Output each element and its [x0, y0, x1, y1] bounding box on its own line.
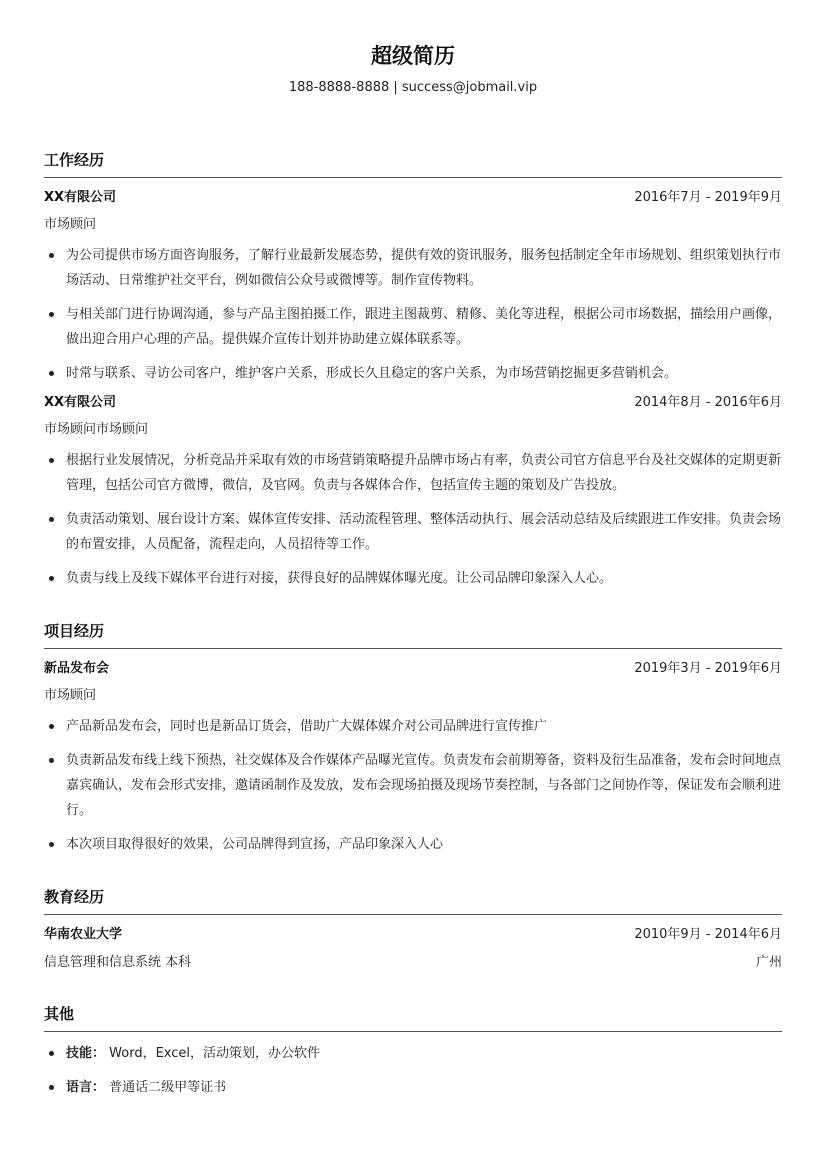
- bullet-list: [44, 448, 782, 591]
- entry-period: 2019年3月 - 2019年6月: [634, 661, 782, 676]
- bullet-item: 为公司提供市场方面咨询服务，了解行业最新发展态势，提供有效的资讯服务，服务包括制定全年市场规划、组织策划执行市场活动、日常维护社交平台，例如微信公众号或微博等。制作宣传物料。: [44, 243, 782, 293]
- section-title-other: 其他: [44, 1004, 782, 1032]
- entry-header: [44, 394, 782, 412]
- section-title-education: 教育经历: [44, 887, 782, 915]
- school-name: 华南农业大学: [44, 927, 123, 942]
- entry-header: [44, 660, 782, 678]
- entry-header: [44, 189, 782, 207]
- section-work: [44, 150, 782, 591]
- other-item-language: [44, 1075, 782, 1100]
- school-location: 广州: [755, 955, 782, 970]
- section-projects: [44, 621, 782, 857]
- job-role: 市场顾问: [44, 217, 97, 232]
- contact-info: 188-8888-8888 | success@jobmail.vip: [288, 80, 538, 95]
- bullet-item: 与相关部门进行协调沟通，参与产品主图拍摄工作，跟进主图裁剪、精修、美化等进程，根据公司市场数据，描绘用户画像，做出迎合用户心理的产品。提供媒介宣传计划并协助建立媒体联系等。: [44, 302, 782, 352]
- resume-title: 超级简历: [371, 44, 455, 68]
- bullet-item: 根据行业发展情况，分析竞品并采取有效的市场营销策略提升品牌市场占有率，负责公司官方信息平台及社交媒体的定期更新管理，包括公司官方微博，微信，及官网。负责与各媒体合作，包括宣传主题的策划及广告投放。: [44, 448, 782, 498]
- entry-period: 2014年8月 - 2016年6月: [634, 395, 782, 410]
- other-item-skills: [44, 1041, 782, 1066]
- item-label: 技能：: [66, 1046, 106, 1061]
- bullet-item: 本次项目取得很好的效果，公司品牌得到宣扬，产品印象深入人心: [44, 832, 782, 857]
- entry-period: 2016年7月 - 2019年9月: [634, 190, 782, 205]
- project-name: 新品发布会: [44, 661, 110, 676]
- project-role: 市场顾问: [44, 688, 97, 703]
- bullet-item: 时常与联系、寻访公司客户，维护客户关系，形成长久且稳定的客户关系，为市场营销挖掘更多营销机会。: [44, 361, 782, 386]
- major-degree: 信息管理和信息系统 本科: [44, 955, 192, 970]
- bullet-item: 负责活动策划、展台设计方案、媒体宣传安排、活动流程管理、整体活动执行、展会活动总结及后续跟进工作安排。负责会场的布置安排，人员配备，流程走向，人员招待等工作。: [44, 507, 782, 557]
- company-name: XX有限公司: [44, 190, 117, 205]
- section-title-work: 工作经历: [44, 150, 782, 178]
- work-entry-2: [44, 394, 782, 591]
- item-value: Word，Excel，活动策划，办公软件: [109, 1046, 321, 1061]
- company-name: XX有限公司: [44, 395, 117, 410]
- resume-page: [44, 0, 782, 1100]
- section-title-projects: 项目经历: [44, 621, 782, 649]
- education-entry-1: [44, 926, 782, 972]
- section-education: [44, 887, 782, 972]
- bullet-item: 负责与线上及线下媒体平台进行对接，获得良好的品牌媒体曝光度。让公司品牌印象深入人心。: [44, 566, 782, 591]
- work-entry-1: [44, 189, 782, 386]
- bullet-item: 产品新品发布会，同时也是新品订货会，借助广大媒体媒介对公司品牌进行宣传推广: [44, 714, 782, 739]
- project-entry-1: [44, 660, 782, 857]
- job-role: 市场顾问市场顾问: [44, 422, 149, 437]
- bullet-list: [44, 714, 782, 857]
- bullet-list: [44, 243, 782, 386]
- entry-major-row: [44, 954, 782, 972]
- entry-role-row: [44, 216, 782, 234]
- section-other: [44, 1004, 782, 1100]
- entry-role-row: [44, 687, 782, 705]
- item-value: 普通话二级甲等证书: [109, 1080, 227, 1095]
- other-list: [44, 1041, 782, 1100]
- entry-header: [44, 926, 782, 944]
- bullet-item: 负责新品发布线上线下预热，社交媒体及合作媒体产品曝光宣传。负责发布会前期筹备，资料及衍生品准备，发布会时间地点嘉宾确认，发布会形式安排，邀请函制作及发放，发布会现场拍摄及现场节奏控制，与各部门之间协作等，保证发布会顺利进行。: [44, 748, 782, 823]
- entry-period: 2010年9月 - 2014年6月: [634, 927, 782, 942]
- entry-role-row: [44, 421, 782, 439]
- item-label: 语言：: [66, 1080, 106, 1095]
